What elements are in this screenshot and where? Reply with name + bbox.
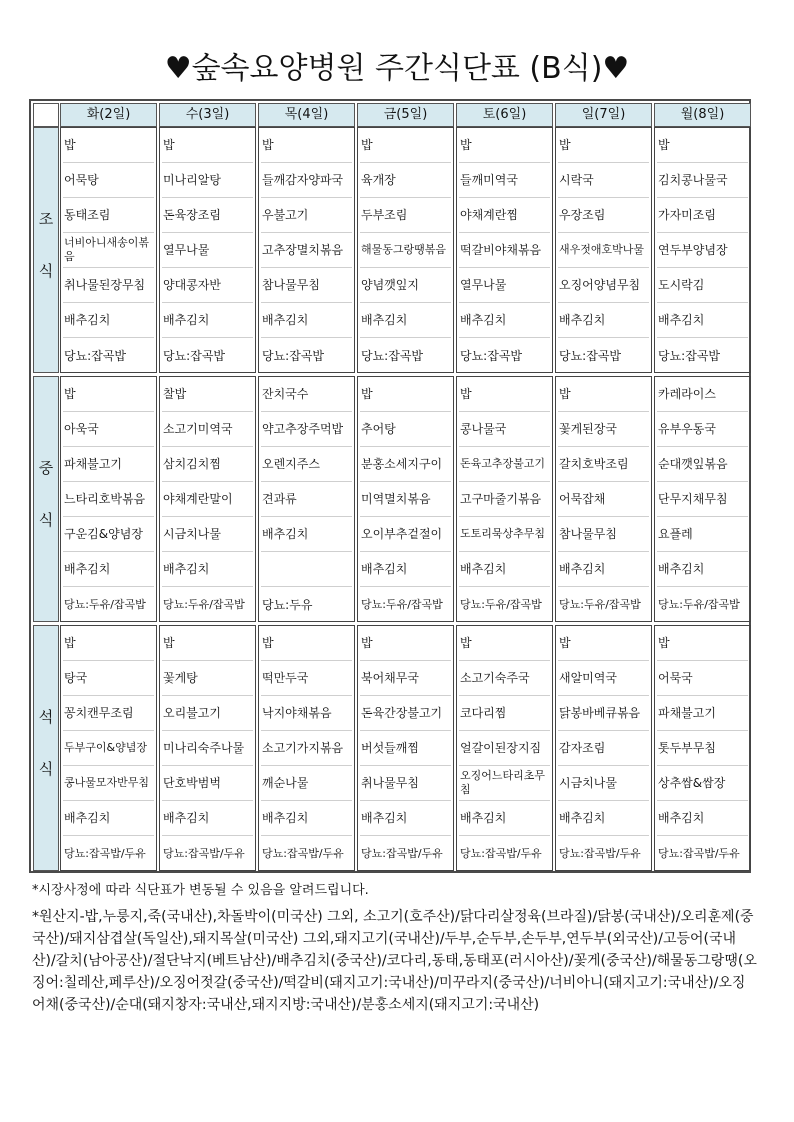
menu-item: 오징어양념무침 xyxy=(558,268,649,303)
menu-item: 순대깻잎볶음 xyxy=(657,447,748,482)
menu-item: 가자미조림 xyxy=(657,198,748,233)
menu-item: 참나물무침 xyxy=(261,268,352,303)
menu-item: 우장조림 xyxy=(558,198,649,233)
menu-item: 새알미역국 xyxy=(558,661,649,696)
menu-item: 배추김치 xyxy=(162,303,253,338)
menu-item: 오징어느타리초무침 xyxy=(459,766,550,801)
menu-item: 취나물무침 xyxy=(360,766,451,801)
menu-item: 떡만두국 xyxy=(261,661,352,696)
menu-item: 배추김치 xyxy=(261,517,352,552)
menu-item: 밥 xyxy=(261,626,352,661)
menu-item: 밥 xyxy=(360,128,451,163)
menu-item: 배추김치 xyxy=(459,552,550,587)
menu-item: 당뇨:잡곡밥 xyxy=(559,348,622,363)
menu-item: 콩나물국 xyxy=(459,412,550,447)
menu-item: 꽃게탕 xyxy=(162,661,253,696)
menu-item xyxy=(261,552,352,587)
menu-item: 밥 xyxy=(558,128,649,163)
menu-item: 밥 xyxy=(360,377,451,412)
menu-item: 당뇨:잡곡밥 xyxy=(64,348,127,363)
menu-item: 배추김치 xyxy=(261,303,352,338)
weekly-menu-table xyxy=(29,99,751,873)
menu-item: 분홍소세지구이 xyxy=(360,447,451,482)
menu-item: 취나물된장무침 xyxy=(63,268,154,303)
menu-item: 잔치국수 xyxy=(261,377,352,412)
menu-item: 밥 xyxy=(63,128,154,163)
menu-day-block xyxy=(654,127,751,373)
menu-item: 카레라이스 xyxy=(657,377,748,412)
menu-item: 소고기숙주국 xyxy=(459,661,550,696)
menu-day-block xyxy=(60,376,157,622)
menu-item: 당뇨:두유 xyxy=(262,597,313,612)
menu-item: 배추김치 xyxy=(63,303,154,338)
menu-item: 배추김치 xyxy=(162,801,253,836)
menu-day-block xyxy=(654,376,751,622)
menu-item: 두부조림 xyxy=(360,198,451,233)
menu-item: 밥 xyxy=(558,626,649,661)
menu-item: 닭봉바베큐볶음 xyxy=(558,696,649,731)
menu-item: 당뇨:잡곡밥 xyxy=(262,348,325,363)
meal-label xyxy=(33,625,59,871)
meal-label xyxy=(33,127,59,373)
menu-item: 밥 xyxy=(657,626,748,661)
menu-day-block xyxy=(456,127,553,373)
menu-item: 열무나물 xyxy=(459,268,550,303)
menu-item: 새우젓애호박나물 xyxy=(558,233,649,268)
day-header: 수(3일) xyxy=(159,103,256,127)
menu-item: 감자조림 xyxy=(558,731,649,766)
menu-item: 배추김치 xyxy=(360,303,451,338)
menu-item: 유부우동국 xyxy=(657,412,748,447)
menu-item: 얼갈이된장지짐 xyxy=(459,731,550,766)
menu-item: 도시락김 xyxy=(657,268,748,303)
menu-item: 고구마줄기볶음 xyxy=(459,482,550,517)
menu-item: 야채계란말이 xyxy=(162,482,253,517)
meal-label xyxy=(33,376,59,622)
menu-item: 파채불고기 xyxy=(657,696,748,731)
menu-day-block xyxy=(456,376,553,622)
menu-item: 탕국 xyxy=(63,661,154,696)
menu-item: 배추김치 xyxy=(558,303,649,338)
menu-item: 코다리찜 xyxy=(459,696,550,731)
menu-day-block xyxy=(555,376,652,622)
menu-item: 김치콩나물국 xyxy=(657,163,748,198)
menu-item: 낙지야채볶음 xyxy=(261,696,352,731)
menu-item: 배추김치 xyxy=(657,552,748,587)
menu-item: 당뇨:두유/잡곡밥 xyxy=(64,597,146,611)
day-header: 토(6일) xyxy=(456,103,553,127)
menu-day-block xyxy=(357,376,454,622)
menu-day-block xyxy=(258,127,355,373)
menu-item: 시락국 xyxy=(558,163,649,198)
origin-notice: *원산지-밥,누룽지,죽(국내산),차돌박이(미국산) 그외, 소고기(호주산)/닭다리살정육(브라질)/닭봉(국내산)/오리훈제(중국산)/돼지삼겹살(독일산),돼지목살(미국산) 그외,돼지고기(국내산)/두부,순두부,손두부,연두부(외국산)/고등어(국내산)/갈치(남아공산)/절단낙지(베트남산)/배추김치(중국산)/코다리,동태,동태포(러시아산)/꽃게(중국산)/해물동그랑땡(오징어:칠레산,페루산)/오징어젓갈(중국산)/떡갈비(돼지고기:국내산)/미꾸라지(중국산)/너비아니(돼지고기:국내산)/오징어채(중국산)/순대(돼지창자:국내산,돼지지방:국내산)/분홍소세지(돼지고기:국내산) xyxy=(32,909,757,1013)
menu-item: 약고추장주먹밥 xyxy=(261,412,352,447)
menu-item: 어묵탕 xyxy=(63,163,154,198)
menu-day-block xyxy=(60,127,157,373)
menu-item: 소고기미역국 xyxy=(162,412,253,447)
menu-item: 육개장 xyxy=(360,163,451,198)
menu-item: 오리불고기 xyxy=(162,696,253,731)
menu-item: 밥 xyxy=(261,128,352,163)
menu-item: 깨순나물 xyxy=(261,766,352,801)
menu-item: 너비아니새송이볶음 xyxy=(63,233,154,268)
menu-item: 미나리숙주나물 xyxy=(162,731,253,766)
menu-item: 추어탕 xyxy=(360,412,451,447)
menu-item: 당뇨:잡곡밥 xyxy=(361,348,424,363)
menu-day-block xyxy=(555,127,652,373)
meal-label-char: 중 xyxy=(38,459,54,477)
meal-label-char: 조 xyxy=(38,210,54,228)
menu-item: 배추김치 xyxy=(162,552,253,587)
menu-item: 찰밥 xyxy=(162,377,253,412)
menu-item: 열무나물 xyxy=(162,233,253,268)
menu-item: 연두부양념장 xyxy=(657,233,748,268)
meal-label-char: 식 xyxy=(38,760,54,778)
menu-item: 들깨미역국 xyxy=(459,163,550,198)
menu-day-block xyxy=(654,625,751,871)
menu-item: 버섯들깨찜 xyxy=(360,731,451,766)
menu-item: 파채불고기 xyxy=(63,447,154,482)
day-header: 월(8일) xyxy=(654,103,751,127)
menu-item: 참나물무침 xyxy=(558,517,649,552)
menu-item: 배추김치 xyxy=(63,552,154,587)
menu-item: 당뇨:두유/잡곡밥 xyxy=(163,597,245,611)
menu-item: 양대콩자반 xyxy=(162,268,253,303)
menu-item: 당뇨:잡곡밥 xyxy=(163,348,226,363)
menu-item: 돈육간장불고기 xyxy=(360,696,451,731)
menu-item: 당뇨:잡곡밥/두유 xyxy=(163,846,245,860)
menu-item: 배추김치 xyxy=(459,303,550,338)
menu-item: 당뇨:두유/잡곡밥 xyxy=(361,597,443,611)
menu-item: 당뇨:두유/잡곡밥 xyxy=(460,597,542,611)
menu-item: 상추쌈&쌈장 xyxy=(657,766,748,801)
menu-item: 당뇨:잡곡밥/두유 xyxy=(361,846,443,860)
menu-item: 배추김치 xyxy=(360,801,451,836)
menu-item: 배추김치 xyxy=(459,801,550,836)
menu-item: 두부구이&양념장 xyxy=(63,731,154,766)
menu-item: 미역멸치볶음 xyxy=(360,482,451,517)
menu-item: 떡갈비야채볶음 xyxy=(459,233,550,268)
meal-label-char: 식 xyxy=(38,262,54,280)
menu-item: 아욱국 xyxy=(63,412,154,447)
menu-item: 요플레 xyxy=(657,517,748,552)
menu-day-block xyxy=(555,625,652,871)
menu-day-block xyxy=(258,625,355,871)
table-corner xyxy=(33,103,59,127)
menu-item: 꽃게된장국 xyxy=(558,412,649,447)
menu-item: 배추김치 xyxy=(360,552,451,587)
menu-item: 미나리알탕 xyxy=(162,163,253,198)
menu-item: 어묵잡채 xyxy=(558,482,649,517)
menu-item: 양념깻잎지 xyxy=(360,268,451,303)
menu-item: 오렌지주스 xyxy=(261,447,352,482)
menu-item: 삼치김치찜 xyxy=(162,447,253,482)
menu-item: 배추김치 xyxy=(657,801,748,836)
menu-item: 배추김치 xyxy=(558,801,649,836)
menu-item: 당뇨:두유/잡곡밥 xyxy=(658,597,740,611)
menu-item: 돈육고추장불고기 xyxy=(459,447,550,482)
menu-item: 느타리호박볶음 xyxy=(63,482,154,517)
menu-item: 밥 xyxy=(162,626,253,661)
menu-item: 단무지채무침 xyxy=(657,482,748,517)
day-header: 화(2일) xyxy=(60,103,157,127)
page-title: ♥숲속요양병원 주간식단표 (B식)♥ xyxy=(164,51,630,86)
menu-item: 당뇨:잡곡밥/두유 xyxy=(559,846,641,860)
menu-day-block xyxy=(258,376,355,622)
menu-item: 어묵국 xyxy=(657,661,748,696)
day-header: 일(7일) xyxy=(555,103,652,127)
menu-item: 해물동그랑땡볶음 xyxy=(360,233,451,268)
menu-day-block xyxy=(357,625,454,871)
menu-item: 우불고기 xyxy=(261,198,352,233)
menu-item: 도토리묵상추무침 xyxy=(459,517,550,552)
menu-item: 꽁치캔무조림 xyxy=(63,696,154,731)
menu-item: 당뇨:잡곡밥/두유 xyxy=(658,846,740,860)
menu-item: 구운김&양념장 xyxy=(63,517,154,552)
meal-label-char: 석 xyxy=(38,708,54,726)
menu-item: 시금치나물 xyxy=(162,517,253,552)
menu-item: 단호박범벅 xyxy=(162,766,253,801)
menu-day-block xyxy=(159,127,256,373)
menu-item: 배추김치 xyxy=(558,552,649,587)
menu-item: 밥 xyxy=(459,128,550,163)
menu-item: 배추김치 xyxy=(63,801,154,836)
menu-item: 동태조림 xyxy=(63,198,154,233)
menu-item: 당뇨:잡곡밥/두유 xyxy=(460,846,542,860)
menu-item: 밥 xyxy=(162,128,253,163)
menu-item: 당뇨:잡곡밥 xyxy=(460,348,523,363)
day-header: 금(5일) xyxy=(357,103,454,127)
menu-item: 고추장멸치볶음 xyxy=(261,233,352,268)
menu-item: 시금치나물 xyxy=(558,766,649,801)
menu-item: 견과류 xyxy=(261,482,352,517)
menu-item: 소고기가지볶음 xyxy=(261,731,352,766)
menu-item: 밥 xyxy=(63,626,154,661)
menu-item: 야채계란찜 xyxy=(459,198,550,233)
menu-item: 당뇨:잡곡밥 xyxy=(658,348,721,363)
menu-item: 당뇨:두유/잡곡밥 xyxy=(559,597,641,611)
menu-item: 밥 xyxy=(657,128,748,163)
menu-item: 북어채무국 xyxy=(360,661,451,696)
menu-item: 돈육장조림 xyxy=(162,198,253,233)
menu-item: 밥 xyxy=(558,377,649,412)
day-header: 목(4일) xyxy=(258,103,355,127)
menu-day-block xyxy=(456,625,553,871)
menu-item: 배추김치 xyxy=(261,801,352,836)
meal-label-char: 식 xyxy=(38,511,54,529)
menu-day-block xyxy=(159,625,256,871)
menu-item: 밥 xyxy=(360,626,451,661)
menu-item: 밥 xyxy=(459,626,550,661)
menu-day-block xyxy=(60,625,157,871)
menu-item: 오이부추겉절이 xyxy=(360,517,451,552)
menu-item: 콩나물모자반무침 xyxy=(63,766,154,801)
menu-item: 들깨감자양파국 xyxy=(261,163,352,198)
menu-day-block xyxy=(357,127,454,373)
menu-item: 배추김치 xyxy=(657,303,748,338)
change-notice: *시장사정에 따라 식단표가 변동될 수 있음을 알려드립니다. xyxy=(32,883,369,898)
menu-day-block xyxy=(159,376,256,622)
menu-item: 갈치호박조림 xyxy=(558,447,649,482)
menu-item: 당뇨:잡곡밥/두유 xyxy=(64,846,146,860)
menu-item: 톳두부무침 xyxy=(657,731,748,766)
menu-item: 당뇨:잡곡밥/두유 xyxy=(262,846,344,860)
menu-item: 밥 xyxy=(459,377,550,412)
menu-item: 밥 xyxy=(63,377,154,412)
